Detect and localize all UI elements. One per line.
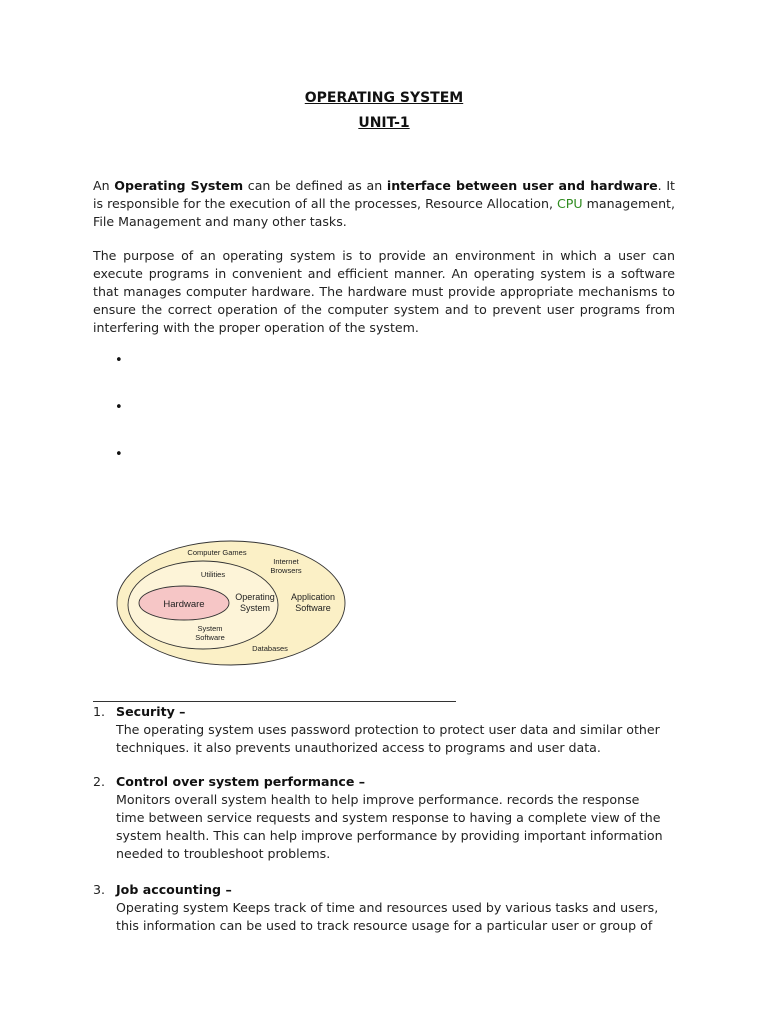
- intro-text: An: [93, 178, 115, 193]
- item-title: Control over system performance –: [116, 774, 366, 789]
- item-title: Security –: [116, 704, 186, 719]
- item-body: The operating system uses password protection to protect user data and similar other techniques. it also prevents unauthorized access to programs and user data.: [116, 722, 660, 755]
- section-divider: [93, 701, 456, 702]
- bullet-point: •: [115, 353, 123, 368]
- item-number: 1.: [93, 704, 106, 719]
- item-body: Operating system Keeps track of time and resources used by various tasks and users, this information can be used to track resource usage for a particular user or group of: [116, 900, 659, 933]
- label-system-2: System: [197, 624, 223, 633]
- os-layers-diagram: [115, 538, 347, 668]
- label-application: Application: [290, 592, 336, 602]
- function-item-performance: [93, 773, 683, 863]
- intro-text: management, File Management and many other tasks.: [93, 196, 675, 229]
- label-utilities: Utilities: [200, 570, 226, 579]
- item-body: Monitors overall system health to help improve performance. records the response time between service requests and system response to having a complete view of the system health. This can help improve performance by providing important information needed to troubleshoot problems.: [116, 792, 663, 861]
- label-browsers: Browsers: [270, 566, 302, 575]
- function-item-job-accounting: [93, 881, 683, 935]
- label-databases: Databases: [252, 644, 288, 653]
- bullet-point: •: [115, 447, 123, 462]
- label-software-2: Software: [195, 633, 225, 642]
- cpu-link[interactable]: CPU: [556, 196, 583, 211]
- label-computer-games: Computer Games: [187, 548, 247, 557]
- bullet-point: •: [115, 400, 123, 415]
- label-internet: Internet: [273, 557, 299, 566]
- function-item-security: [93, 703, 683, 757]
- document-subtitle: UNIT-1: [358, 115, 410, 131]
- intro-text: . It is responsible for the execution of all the processes, Resource Allocation,: [93, 178, 675, 211]
- intro-paragraph-1: [93, 177, 675, 231]
- label-system: System: [239, 603, 271, 613]
- intro-text: can be defined as an: [243, 178, 387, 193]
- item-number: 3.: [93, 882, 106, 897]
- label-hardware: Hardware: [163, 599, 205, 610]
- label-operating: Operating: [235, 592, 275, 602]
- item-number: 2.: [93, 774, 106, 789]
- bold-term-operating-system: Operating System: [114, 178, 244, 193]
- bold-term-interface: interface between user and hardware: [386, 178, 658, 193]
- intro-paragraph-2: The purpose of an operating system is to provide an environment in which a user can execute programs in convenient and efficient manner. An operating system is a software that manages computer hardware. The hardware must provide appropriate mechanisms to ensure the correct operation of the computer system and to prevent user programs from interfering with the proper operation of the system.: [93, 248, 675, 335]
- document-title: OPERATING SYSTEM: [304, 90, 464, 106]
- label-software: Software: [295, 603, 331, 613]
- item-title: Job accounting –: [116, 882, 232, 897]
